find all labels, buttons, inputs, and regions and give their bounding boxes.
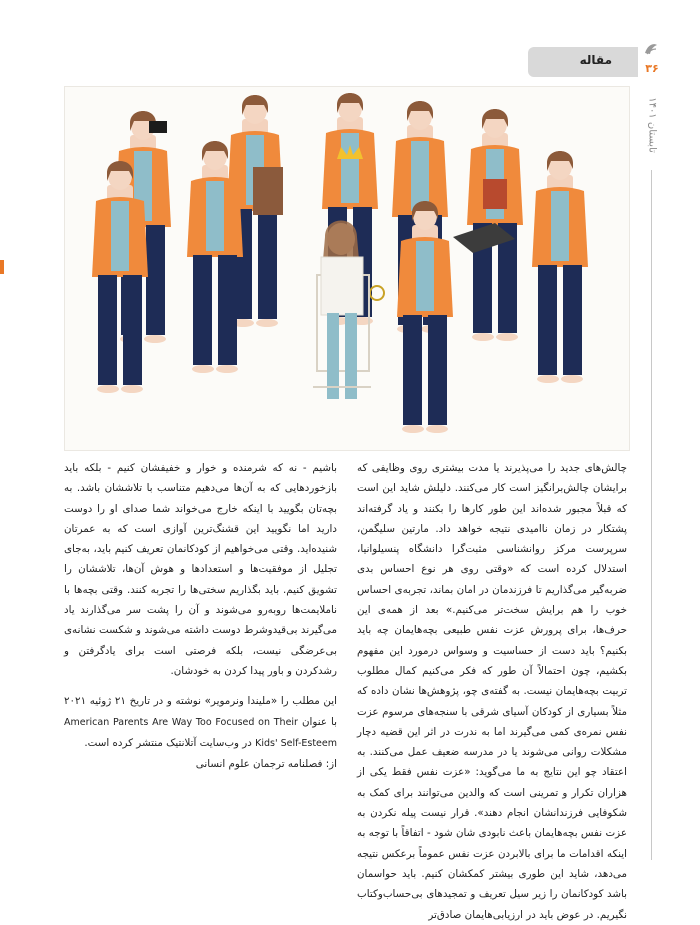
source-credit: از: فصلنامه ترجمان علوم انسانی (195, 758, 337, 771)
article-column-right (357, 458, 627, 921)
source-note (64, 691, 337, 754)
issue-date: تابستان ۱۴۰۱ (646, 97, 658, 153)
source-outro: در وب‌سایت آتلانتیک منتشر کرده است. (84, 736, 252, 749)
source-title-english: American Parents Are Way Too Focused on Their Kids' Self-Esteem (64, 716, 337, 749)
section-label: مقاله (579, 53, 612, 67)
page-number: ۳۶ (645, 62, 659, 75)
magazine-logo-icon (642, 40, 660, 58)
illustration-svg (65, 87, 630, 451)
source-intro: این مطلب را «ملیندا ونرمویر» نوشته و در تاریخ ۲۱ ژوئیه ۲۰۲۱ با عنوان (64, 695, 337, 728)
side-rule (651, 170, 652, 860)
article-illustration (64, 86, 630, 451)
article-paragraph: چالش‌های جدید را می‌پذیرند یا مدت بیشتری روی وظایفی که برایشان چالش‌برانگیز است کار می‌کنند. دلیلش شاید این است که قبلاً مجبور شده‌اند این طور کارها را بکنند و یاد گرفته‌اند پشتکار در زمان ناامیدی نتیجه خواهد داد. مارتین سلیگمن، سرپرست مرکز روانشناسی مثبت‌گرا دانشگاه پنسیلوانیا، استدلال کرده است که «وقتی روی هر نوع احساس بدی ضربه‌گیر می‌گذاریم تا فرزندمان در امان بماند، تجربه‌ی احساس خوب را هم برایش سخت‌تر می‌کنیم.» بعد از همه‌ی این حرف‌ها، برای پرورش عزت نفس طبیعی بچه‌هایمان چه باید بکنیم؟ باید دست از حساسیت و وسواس درمورد این مفهوم بکشیم، چون احتمالاً آن طور که فکر می‌کنیم کمال مطلوب تربیت بچه‌هایمان نیست. به گفته‌ی چو، پژوهش‌ها نشان داده که مثلاً بسیاری از کودکان آسیای شرقی با سنجه‌های مرسوم عزت نفس نمره‌ی کمی می‌گیرند اما به ندرت در اثر این قضیه دچار مشکلات روانی می‌شوند یا در مدرسه ضعیف عمل می‌کنند. به اعتقاد چو این نتایج به ما می‌گوید: «عزت نفس فقط یکی از هزاران تکرار و تمرینی است که والدین می‌توانند برای کمک به شکوفایی فرزندانشان انجام دهند». قرار نیست پیله نکردن به عزت نفس بچه‌هایمان باعث نابودی شان شود - اتفاقاً با توجه به اینکه اقدامات ما برای بالابردن عزت نفس عموماً برعکس نتیجه می‌دهد، شاید این طوری بیشتر کمکشان کنیم. باید حواسمان باشد کودکانمان را زیر سیل تعریف و تمجیدهای بی‌حساب‌وکتاب نگیریم. در عوض باید در ارزیابی‌هایمان صادق‌تر (357, 462, 627, 921)
page-edge-marker (0, 260, 4, 274)
article-paragraph: باشیم - نه که شرمنده و خوار و خفیفشان کنیم - بلکه باید بازخوردهایی که به آن‌ها می‌دهیم متناسب با تلاششان باشد. به بچه‌تان بگویید با اینکه خارج می‌خواند شما صدای او را دوست دارید اما نگویید این قشنگ‌ترین آوازی است که به عمرتان شنیده‌اید. وقتی می‌خواهیم از کودکانمان تعریف کنیم باید، به‌جای تجلیل از موفقیت‌ها و استعدادها و هوش آن‌ها، تلاششان را تشویق کنیم. باید بگذاریم سختی‌ها را تجربه کنند. وقتی بچه‌ها با ناملایمت‌ها روبه‌رو می‌شوند و آن را پشت سر می‌گذارند یاد می‌گیرند بی‌قیدوشرط دوست داشته می‌شوند و شکست نشانه‌ی بی‌عرضگی نیست، بلکه فرصتی است برای یادگرفتن و رشدکردن و باور پیدا کردن به خودشان. (64, 462, 337, 677)
section-header-tab (528, 47, 638, 77)
article-column-left (64, 458, 337, 771)
